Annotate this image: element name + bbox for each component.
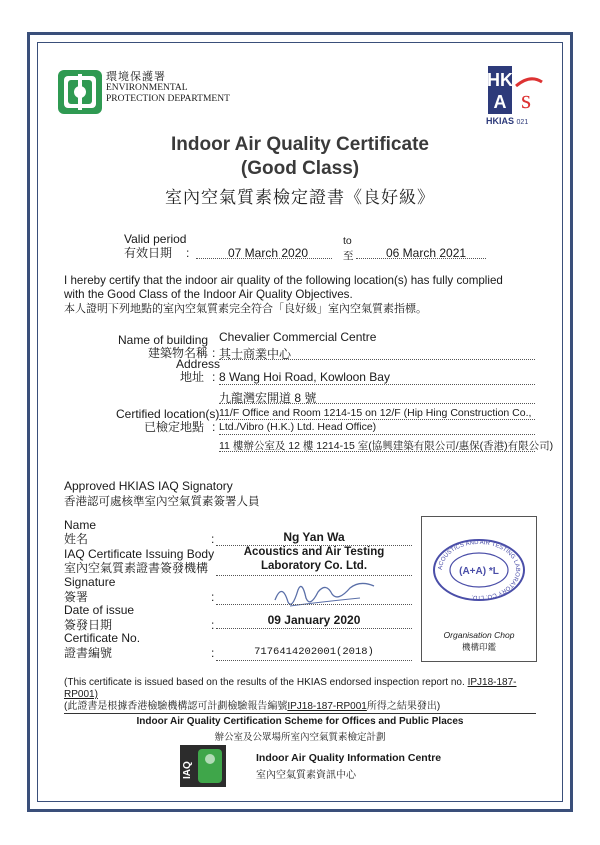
address-zh: 九龍灣宏開道 8 號 (219, 391, 317, 405)
iaq-logo-text: IAQ (182, 761, 193, 779)
address-en: 8 Wang Hoi Road, Kowloon Bay (219, 370, 390, 384)
signatory-name: Ng Yan Wa (283, 530, 345, 544)
issuing-body-label-zh: 室內空氣質素證書簽發機構 (64, 561, 209, 575)
building-name-label-zh: 建築物名稱 (148, 346, 209, 360)
date-label-en: Date of issue (64, 603, 135, 617)
footnote-en-1: (This certificate is issued based on the results of the HKIAS endorsed inspection report no. (64, 677, 465, 688)
location-zh: 11 樓辦公室及 12 樓 1214-15 室(協興建築有限公司/惠保(香港)有限公司) (219, 440, 554, 452)
cert-no-label-zh: 證書編號 (64, 646, 113, 660)
building-name-zh: 其士商業中心 (219, 347, 292, 361)
signatory-heading-zh: 香港認可處核準室內空氣質素簽署人員 (64, 496, 260, 508)
footnote-zh-pre: (此證書是根據香港檢驗機構認可計劃檢驗報告編號 (64, 701, 288, 712)
name-label-en: Name (64, 518, 97, 532)
to-label-zh: 至 (343, 250, 354, 262)
issuing-body-label-en: IAQ Certificate Issuing Body (64, 547, 215, 561)
title-line-2: (Good Class) (240, 158, 360, 179)
epd-name-en-2: PROTECTION DEPARTMENT (106, 94, 230, 104)
signature-scribble-icon (270, 578, 380, 614)
chop-label-en: Organisation Chop (443, 630, 515, 640)
hkias-mark-icon (486, 64, 546, 116)
issue-date: 09 January 2020 (267, 613, 361, 627)
hkias-label: HKIAS (486, 116, 515, 126)
valid-period-label-en: Valid period (124, 232, 187, 246)
address-label-zh: 地址 (180, 370, 205, 384)
name-label-zh: 姓名 (64, 532, 89, 546)
valid-from: 07 March 2020 (228, 246, 309, 260)
signatory-heading-en: Approved HKIAS IAQ Signatory (64, 479, 233, 493)
chop-label-zh: 機構印鑑 (461, 642, 496, 652)
epd-name-en-1: ENVIRONMENTAL (106, 83, 188, 93)
statement-en-1: I hereby certify that the indoor air quality of the following location(s) has fully complied (64, 274, 503, 287)
chop-ring-text: ACOUSTICS AND AIR TESTING LABORATORY CO. LTD. (437, 539, 521, 601)
epd-logo-icon (58, 70, 102, 114)
signature-label-zh: 簽署 (64, 590, 89, 604)
footnote (64, 677, 544, 713)
address-label-en: Address (176, 357, 221, 371)
statement (64, 274, 544, 316)
hkias-number: 021 (516, 119, 529, 126)
issuing-body-line-1: Acoustics and Air Testing (243, 546, 385, 558)
valid-period-label-zh: 有效日期 (124, 246, 173, 260)
statement-zh: 本人證明下列地點的室內空氣質素完全符合「良好級」室內空氣質素指標。 (64, 303, 427, 315)
issuing-body-line-2: Laboratory Co. Ltd. (260, 560, 368, 572)
chop-center-text: (A+A) *L (459, 566, 499, 577)
signature-label-en: Signature (64, 575, 116, 589)
location-en-2: Ltd./Vibro (H.K.) Ltd. Head Office) (219, 421, 377, 433)
building-name-label-en: Name of building (118, 333, 209, 347)
valid-to: 06 March 2021 (386, 246, 467, 260)
cert-no-label-en: Certificate No. (64, 631, 141, 645)
iaq-centre-zh: 室內空氣質素資訊中心 (256, 770, 356, 781)
statement-en-2: with the Good Class of the Indoor Air Quality Objectives. (64, 288, 353, 301)
footnote-zh-post: 所得之結果發出) (366, 701, 441, 712)
footnote-report-no: IPJ18-187- (467, 677, 517, 688)
issuing-body (216, 545, 412, 573)
location-label-en: Certified location(s) (116, 407, 220, 421)
title-line-3-zh: 室內空氣質素檢定證書《良好級》 (165, 188, 435, 207)
title-line-1: Indoor Air Quality Certificate (171, 134, 429, 155)
organisation-chop-stamp-icon (432, 538, 526, 602)
svg-text:HK: HK (487, 70, 513, 90)
location-en-1: 11/F Office and Room 1214-15 on 12/F (Hip Hing Construction Co., (219, 407, 532, 419)
iaq-centre-en: Indoor Air Quality Information Centre (256, 752, 442, 764)
epd-name (106, 72, 230, 105)
svg-text:s: s (520, 85, 532, 114)
to-label-en: to (343, 235, 352, 247)
footnote-en-2: RP001) (64, 689, 98, 700)
svg-text:A: A (493, 92, 507, 112)
scheme-name-zh: 辦公室及公眾場所室內空氣質素檢定計劃 (214, 732, 386, 743)
footnote-zh-report-no: IPJ18-187-RP001 (287, 701, 367, 712)
cert-no: 7176414202001(2018) (254, 646, 374, 658)
location-label-zh: 已檢定地點 (144, 420, 205, 434)
hkias-logo (486, 64, 546, 130)
date-label-zh: 簽發日期 (64, 618, 113, 632)
iaq-centre-logo (180, 745, 226, 787)
building-name-en: Chevalier Commercial Centre (219, 330, 377, 344)
epd-name-zh: 環境保護署 (106, 71, 166, 83)
scheme-name-en: Indoor Air Quality Certification Scheme for Offices and Public Places (136, 716, 464, 727)
